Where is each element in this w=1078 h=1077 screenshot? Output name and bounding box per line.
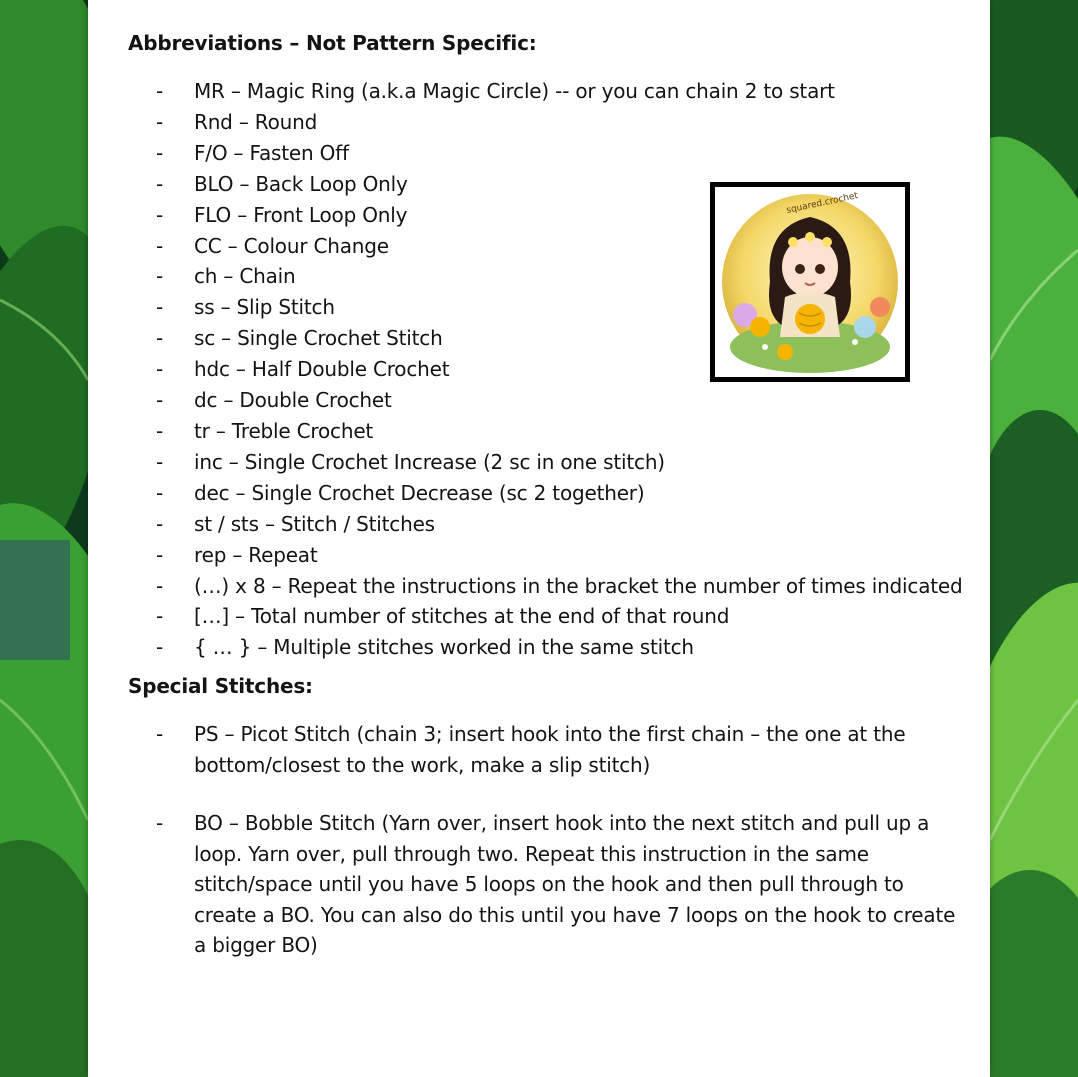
item-text: st / sts – Stitch / Stitches xyxy=(194,511,435,536)
abbreviation-item xyxy=(128,76,968,107)
item-text: (…) x 8 – Repeat the instructions in the bracket the number of times indicated xyxy=(194,573,963,598)
abbreviation-item xyxy=(128,138,968,169)
item-text: hdc – Half Double Crochet xyxy=(194,357,450,382)
abbreviation-item xyxy=(128,447,968,478)
item-text: inc – Single Crochet Increase (2 sc in one stitch) xyxy=(194,449,665,474)
item-text: CC – Colour Change xyxy=(194,233,389,258)
list-dash: - xyxy=(156,326,164,351)
list-dash: - xyxy=(156,202,164,227)
item-text: F/O – Fasten Off xyxy=(194,140,349,165)
abbreviation-item xyxy=(128,478,968,509)
list-dash: - xyxy=(156,264,164,289)
item-text: dec – Single Crochet Decrease (sc 2 together) xyxy=(194,480,645,505)
special-stitches-list xyxy=(128,719,968,961)
item-text: Rnd – Round xyxy=(194,109,318,134)
list-dash: - xyxy=(156,418,164,443)
item-text: FLO – Front Loop Only xyxy=(194,202,408,227)
item-text: BLO – Back Loop Only xyxy=(194,171,408,196)
abbreviation-item xyxy=(128,107,968,138)
item-text: […] – Total number of stitches at the end of that round xyxy=(194,604,730,629)
logo-watermark: squared.crochet xyxy=(785,190,859,216)
special-stitches-heading: Special Stitches: xyxy=(128,674,313,699)
document-content xyxy=(128,28,968,961)
list-dash: - xyxy=(156,109,164,134)
abbreviation-item xyxy=(128,601,968,632)
item-text: dc – Double Crochet xyxy=(194,388,392,413)
list-dash: - xyxy=(156,233,164,258)
abbreviations-heading: Abbreviations – Not Pattern Specific: xyxy=(128,31,537,55)
list-dash: - xyxy=(156,511,164,536)
special-stitch-item xyxy=(128,719,968,780)
item-text: MR – Magic Ring (a.k.a Magic Circle) -- or you can chain 2 to start xyxy=(194,79,835,103)
list-dash: - xyxy=(156,357,164,382)
abbreviation-item xyxy=(128,632,968,663)
list-dash: - xyxy=(156,573,164,598)
list-dash: - xyxy=(156,722,164,747)
list-dash: - xyxy=(156,480,164,505)
abbreviation-item xyxy=(128,540,968,571)
item-text: PS – Picot Stitch (chain 3; insert hook into the first chain – the one at the bottom/closest to the work, make a slip stitch) xyxy=(194,722,906,777)
list-dash: - xyxy=(156,449,164,474)
item-text: { … } – Multiple stitches worked in the same stitch xyxy=(194,635,694,660)
list-dash: - xyxy=(156,171,164,196)
special-stitch-item xyxy=(128,808,968,961)
crochet-girl-logo-icon xyxy=(710,182,910,382)
item-text: sc – Single Crochet Stitch xyxy=(194,326,443,351)
list-dash: - xyxy=(156,79,164,103)
list-dash: - xyxy=(156,635,164,660)
list-dash: - xyxy=(156,388,164,413)
list-dash: - xyxy=(156,140,164,165)
item-text: ch – Chain xyxy=(194,264,296,289)
abbreviation-item xyxy=(128,509,968,540)
abbreviation-item xyxy=(128,416,968,447)
abbreviation-item xyxy=(128,571,968,602)
list-dash: - xyxy=(156,542,164,567)
item-text: BO – Bobble Stitch (Yarn over, insert hook into the next stitch and pull up a loop. Yarn over, pull through two. Repeat this instruction in the same stitch/space until you have 5 loops on the hook and then pull through to create a BO. You can also do this until you have 7 loops on the hook to create a bigger BO) xyxy=(194,811,956,958)
abbreviation-item xyxy=(128,385,968,416)
list-dash: - xyxy=(156,295,164,320)
item-text: ss – Slip Stitch xyxy=(194,295,335,320)
document-page xyxy=(88,0,990,1077)
item-text: tr – Treble Crochet xyxy=(194,418,374,443)
item-text: rep – Repeat xyxy=(194,542,318,567)
list-dash: - xyxy=(156,811,164,836)
list-dash: - xyxy=(156,604,164,629)
